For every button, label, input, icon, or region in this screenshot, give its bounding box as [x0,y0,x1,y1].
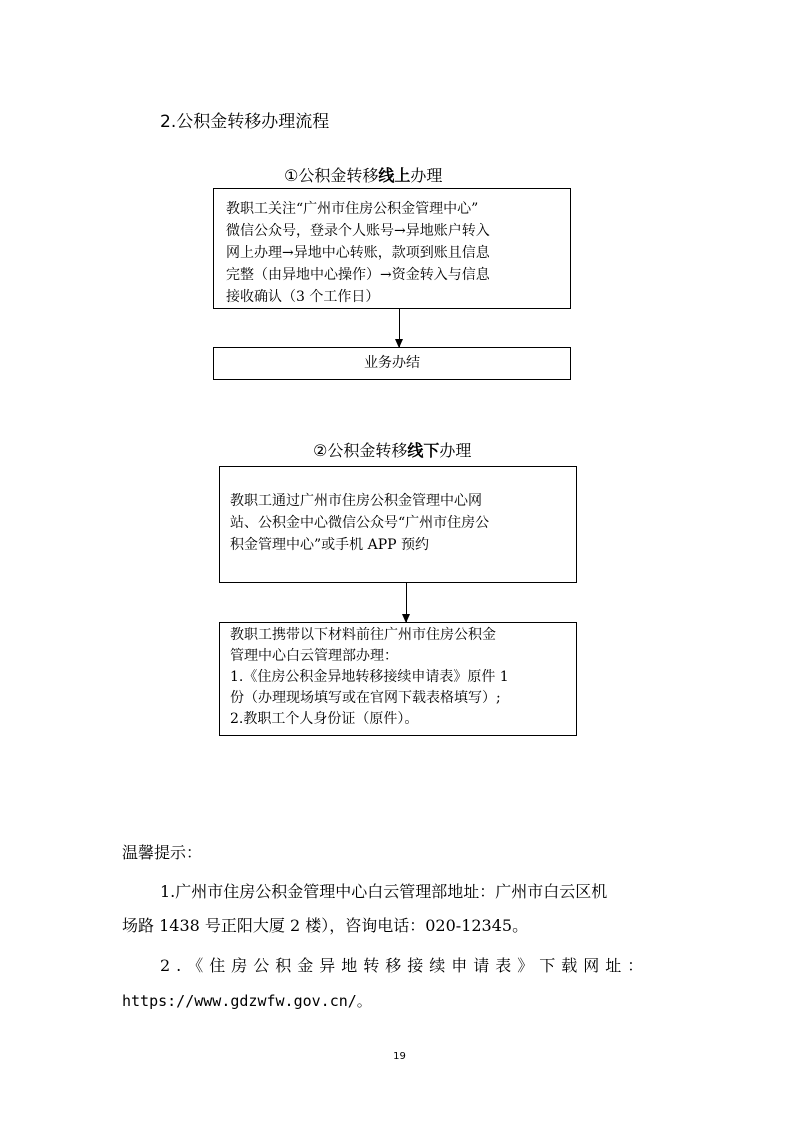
online-title-prefix: 公积金转移 [298,166,379,185]
offline-step-2-line: 管理中心白云管理部办理： [230,648,398,664]
tip-1-line-1: 1.广州市住房公积金管理中心白云管理部地址：广州市白云区机 [160,882,608,901]
online-title-bold: 线上 [378,166,411,185]
tips-label: 温馨提示： [122,843,203,862]
online-step-1-box [213,188,571,309]
offline-step-1-line: 积金管理中心”或手机 APP 预约 [230,537,430,553]
online-step-1-line: 教职工关注“广州市住房公积金管理中心” [226,201,479,217]
online-step-1-line: 完整（由异地中心操作）→资金转入与信息 [226,267,490,283]
offline-step-2-line: 教职工携带以下材料前往广州市住房公积金 [230,627,496,643]
offline-title-suffix: 办理 [439,441,472,460]
offline-flow-arrow [406,583,407,622]
online-step-1-line: 网上办理→异地中心转账，款项到账且信息 [226,245,490,261]
offline-step-2-line: 2.教职工个人身份证（原件）。 [230,711,419,727]
online-flow-arrow [399,309,400,347]
section-title: 2.公积金转移办理流程 [160,112,330,132]
tip-2-url: https://www.gdzwfw.gov.cn/。 [122,992,372,1010]
offline-step-1-line: 教职工通过广州市住房公积金管理中心网 [230,493,482,509]
online-step-1-line: 微信公众号，登录个人账号→异地账户转入 [226,223,490,239]
offline-circle-number: ② [313,441,328,460]
online-flow-title [284,163,442,186]
offline-title-bold: 线下 [407,441,440,460]
offline-step-2-line: 份（办理现场填写或在官网下载表格填写）; [230,690,501,706]
offline-step-2-box [219,622,577,736]
offline-title-prefix: 公积金转移 [327,441,408,460]
offline-step-2-line: 1.《住房公积金异地转移接续申请表》原件 1 [230,669,509,685]
tip-2-line-1: 2.《住房公积金异地转移接续申请表》下载网址： [160,956,650,975]
offline-flow-title [313,438,471,461]
tip-1-line-2: 场路 1438 号正阳大厦 2 楼），咨询电话：020-12345。 [122,916,529,935]
online-circle-number: ① [284,166,299,185]
offline-step-1-line: 站、公积金中心微信公众号“广州市住房公 [230,515,490,531]
page-number: 19 [393,1051,406,1062]
online-step-1-line: 接收确认（3 个工作日） [226,289,380,305]
online-title-suffix: 办理 [410,166,443,185]
online-step-2-box: 业务办结 [213,347,571,380]
offline-step-1-box [219,466,577,583]
